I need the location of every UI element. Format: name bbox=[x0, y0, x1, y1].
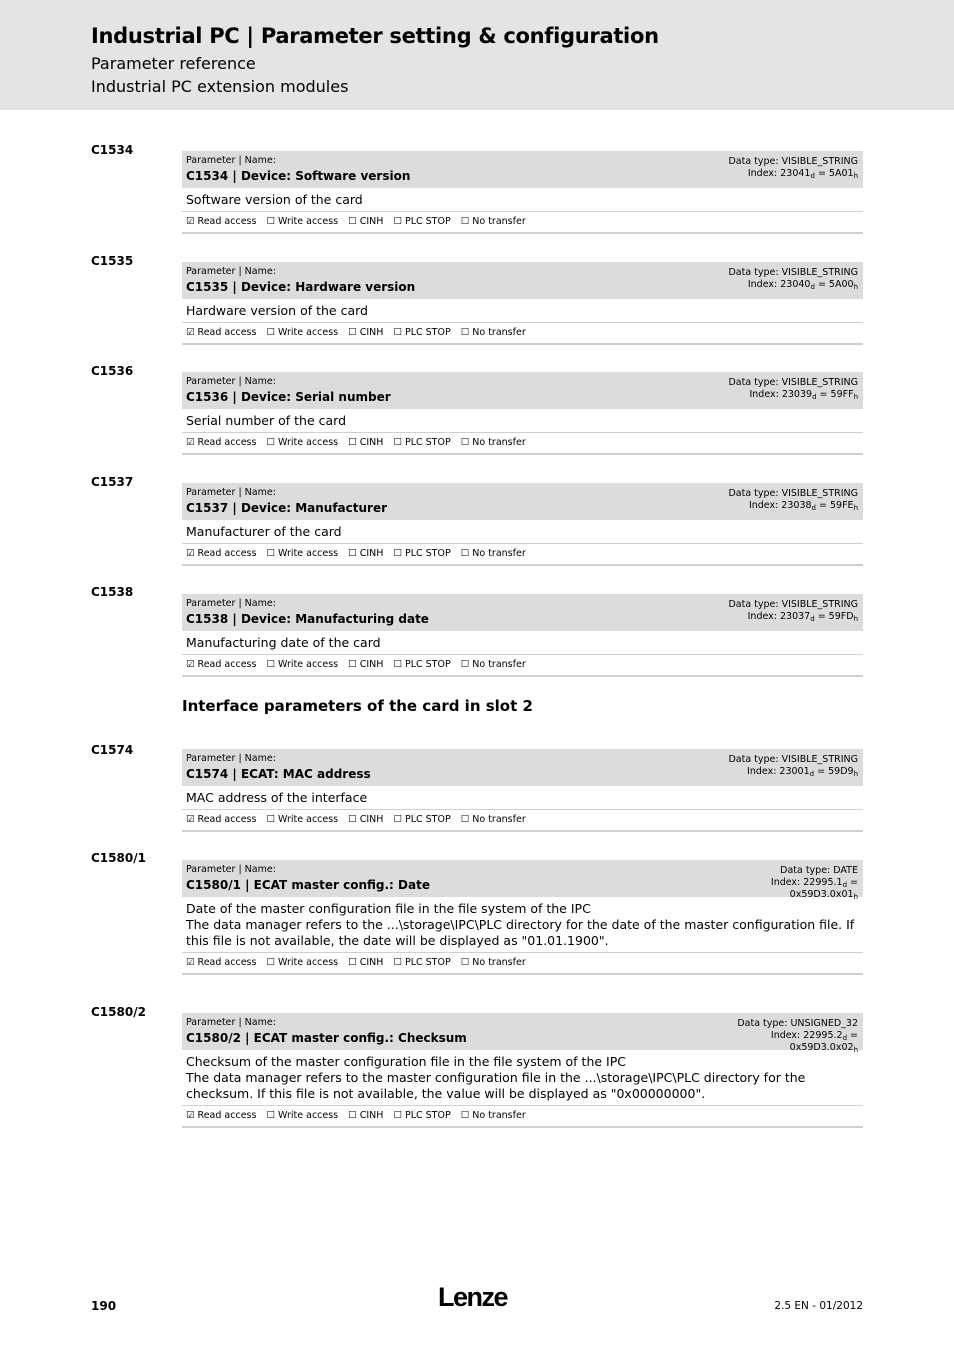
parameter-name-label: Parameter | Name: bbox=[186, 487, 276, 498]
parameter-name-label: Parameter | Name: bbox=[186, 1017, 276, 1028]
index-hex: = 59D9 bbox=[814, 766, 854, 777]
parameter-name-label: Parameter | Name: bbox=[186, 376, 276, 387]
parameter-description-box bbox=[182, 786, 863, 810]
plc-stop-flag: ☐ PLC STOP bbox=[393, 957, 451, 968]
plc-stop-flag: ☐ PLC STOP bbox=[393, 659, 451, 670]
read-access-flag: ☑ Read access bbox=[186, 437, 257, 448]
parameter-block bbox=[182, 1013, 863, 1128]
datatype-text: Data type: DATE bbox=[780, 865, 858, 876]
index-text bbox=[718, 1030, 858, 1054]
plc-stop-flag: ☐ PLC STOP bbox=[393, 548, 451, 559]
decimal-subscript: d bbox=[809, 770, 815, 778]
cinh-flag: ☐ CINH bbox=[348, 1110, 384, 1121]
index-decimal: Index: 23039 bbox=[749, 389, 813, 400]
section-heading: Interface parameters of the card in slot 2 bbox=[182, 697, 533, 715]
datatype-text: Data type: UNSIGNED_32 bbox=[737, 1018, 858, 1029]
datatype-text: Data type: VISIBLE_STRING bbox=[728, 488, 858, 499]
plc-stop-flag: ☐ PLC STOP bbox=[393, 814, 451, 825]
parameter-description: Date of the master configuration file in the file system of the IPC bbox=[186, 901, 591, 916]
parameter-header bbox=[182, 860, 863, 901]
datatype-text: Data type: VISIBLE_STRING bbox=[728, 377, 858, 388]
datatype-text: Data type: VISIBLE_STRING bbox=[728, 754, 858, 765]
parameter-block bbox=[182, 594, 863, 677]
cinh-flag: ☐ CINH bbox=[348, 216, 384, 227]
hex-subscript: h bbox=[853, 1046, 858, 1054]
parameter-header bbox=[182, 594, 863, 631]
parameter-datatype bbox=[718, 1018, 858, 1054]
hex-subscript: h bbox=[853, 393, 858, 401]
lenze-logo: Lenze bbox=[438, 1282, 508, 1312]
document-version: 2.5 EN - 01/2012 bbox=[774, 1300, 863, 1312]
index-decimal: Index: 23038 bbox=[748, 500, 812, 511]
access-flags bbox=[182, 810, 863, 832]
parameter-name: C1535 | Device: Hardware version bbox=[186, 280, 416, 294]
write-access-flag: ☐ Write access bbox=[266, 1110, 339, 1121]
no-transfer-flag: ☐ No transfer bbox=[460, 327, 526, 338]
hex-subscript: h bbox=[853, 615, 858, 623]
hex-subscript: h bbox=[853, 283, 858, 291]
parameter-code-label: C1535 bbox=[91, 254, 134, 268]
write-access-flag: ☐ Write access bbox=[266, 814, 339, 825]
index-hex: = 59FE bbox=[816, 500, 854, 511]
parameter-header bbox=[182, 151, 863, 188]
parameter-description: Manufacturer of the card bbox=[186, 524, 342, 539]
write-access-flag: ☐ Write access bbox=[266, 437, 339, 448]
parameter-code-label: C1580/2 bbox=[91, 1005, 146, 1019]
decimal-subscript: d bbox=[810, 283, 815, 291]
write-access-flag: ☐ Write access bbox=[266, 216, 339, 227]
parameter-description-box bbox=[182, 299, 863, 323]
read-access-flag: ☑ Read access bbox=[186, 216, 257, 227]
index-text bbox=[728, 168, 858, 180]
read-access-flag: ☑ Read access bbox=[186, 327, 257, 338]
parameter-description: Serial number of the card bbox=[186, 413, 346, 428]
parameter-code-label: C1534 bbox=[91, 143, 134, 157]
parameter-name: C1580/1 | ECAT master config.: Date bbox=[186, 878, 430, 892]
plc-stop-flag: ☐ PLC STOP bbox=[393, 1110, 451, 1121]
cinh-flag: ☐ CINH bbox=[348, 327, 384, 338]
access-flags bbox=[182, 323, 863, 345]
access-flags bbox=[182, 544, 863, 566]
decimal-subscript: d bbox=[811, 504, 816, 512]
read-access-flag: ☑ Read access bbox=[186, 548, 257, 559]
datatype-text: Data type: VISIBLE_STRING bbox=[728, 156, 858, 167]
page-subtitle-2: Industrial PC extension modules bbox=[91, 77, 349, 96]
decimal-subscript: d bbox=[810, 172, 815, 180]
access-flags bbox=[182, 212, 863, 234]
parameter-description-box bbox=[182, 631, 863, 655]
read-access-flag: ☑ Read access bbox=[186, 659, 257, 670]
index-text bbox=[728, 389, 858, 401]
access-flags bbox=[182, 1106, 863, 1128]
index-decimal: Index: 23040 bbox=[747, 279, 811, 290]
parameter-code-label: C1538 bbox=[91, 585, 134, 599]
parameter-description-box bbox=[182, 1050, 863, 1106]
index-hex: = 59FF bbox=[816, 389, 854, 400]
parameter-datatype bbox=[728, 599, 858, 623]
access-flags bbox=[182, 953, 863, 975]
read-access-flag: ☑ Read access bbox=[186, 1110, 257, 1121]
parameter-name-label: Parameter | Name: bbox=[186, 266, 276, 277]
parameter-code-label: C1536 bbox=[91, 364, 134, 378]
parameter-block bbox=[182, 483, 863, 566]
page-title: Industrial PC | Parameter setting & configuration bbox=[91, 24, 659, 48]
parameter-name: C1580/2 | ECAT master config.: Checksum bbox=[186, 1031, 467, 1045]
index-text bbox=[718, 877, 858, 901]
cinh-flag: ☐ CINH bbox=[348, 548, 384, 559]
index-hex: = 0x59D3.0x02 bbox=[789, 1030, 858, 1053]
no-transfer-flag: ☐ No transfer bbox=[460, 659, 526, 670]
parameter-datatype bbox=[728, 156, 858, 180]
no-transfer-flag: ☐ No transfer bbox=[460, 548, 526, 559]
parameter-block bbox=[182, 151, 863, 234]
no-transfer-flag: ☐ No transfer bbox=[460, 1110, 526, 1121]
access-flags bbox=[182, 433, 863, 455]
parameter-description: Checksum of the master configuration file in the file system of the IPC bbox=[186, 1054, 626, 1069]
parameter-header bbox=[182, 262, 863, 299]
plc-stop-flag: ☐ PLC STOP bbox=[393, 216, 451, 227]
parameter-name: C1537 | Device: Manufacturer bbox=[186, 501, 388, 515]
write-access-flag: ☐ Write access bbox=[266, 957, 339, 968]
page-header bbox=[0, 0, 954, 110]
decimal-subscript: d bbox=[842, 881, 848, 889]
parameter-code-label: C1574 bbox=[91, 743, 134, 757]
parameter-name-label: Parameter | Name: bbox=[186, 598, 276, 609]
cinh-flag: ☐ CINH bbox=[348, 957, 384, 968]
cinh-flag: ☐ CINH bbox=[348, 814, 384, 825]
parameter-name: C1534 | Device: Software version bbox=[186, 169, 411, 183]
datatype-text: Data type: VISIBLE_STRING bbox=[728, 599, 858, 610]
parameter-name-label: Parameter | Name: bbox=[186, 864, 276, 875]
parameter-description: MAC address of the interface bbox=[186, 790, 368, 805]
index-hex: = 5A01 bbox=[814, 168, 854, 179]
datatype-text: Data type: VISIBLE_STRING bbox=[728, 267, 858, 278]
index-text bbox=[728, 611, 858, 623]
parameter-description-box bbox=[182, 188, 863, 212]
parameter-header bbox=[182, 1013, 863, 1054]
parameter-name: C1574 | ECAT: MAC address bbox=[186, 767, 371, 781]
parameter-header bbox=[182, 372, 863, 409]
plc-stop-flag: ☐ PLC STOP bbox=[393, 327, 451, 338]
index-text bbox=[728, 279, 858, 291]
parameter-datatype bbox=[718, 865, 858, 901]
parameter-description: Software version of the card bbox=[186, 192, 363, 207]
read-access-flag: ☑ Read access bbox=[186, 814, 257, 825]
cinh-flag: ☐ CINH bbox=[348, 659, 384, 670]
index-decimal: Index: 22995.1 bbox=[770, 877, 843, 888]
read-access-flag: ☑ Read access bbox=[186, 957, 257, 968]
parameter-code-label: C1537 bbox=[91, 475, 134, 489]
index-text bbox=[728, 766, 858, 778]
page-subtitle: Parameter reference bbox=[91, 54, 256, 73]
parameter-header bbox=[182, 483, 863, 520]
parameter-header bbox=[182, 749, 863, 786]
index-decimal: Index: 23041 bbox=[747, 168, 811, 179]
plc-stop-flag: ☐ PLC STOP bbox=[393, 437, 451, 448]
page-number: 190 bbox=[91, 1299, 117, 1313]
access-flags bbox=[182, 655, 863, 677]
hex-subscript: h bbox=[853, 893, 858, 901]
parameter-code-label: C1580/1 bbox=[91, 851, 146, 865]
decimal-subscript: d bbox=[810, 615, 815, 623]
hex-subscript: h bbox=[853, 504, 858, 512]
parameter-description: Hardware version of the card bbox=[186, 303, 368, 318]
no-transfer-flag: ☐ No transfer bbox=[460, 814, 526, 825]
parameter-description-box bbox=[182, 409, 863, 433]
parameter-name-label: Parameter | Name: bbox=[186, 753, 276, 764]
parameter-name: C1538 | Device: Manufacturing date bbox=[186, 612, 429, 626]
index-decimal: Index: 22995.2 bbox=[770, 1030, 843, 1041]
index-decimal: Index: 23037 bbox=[747, 611, 811, 622]
no-transfer-flag: ☐ No transfer bbox=[460, 216, 526, 227]
hex-subscript: h bbox=[853, 770, 858, 778]
write-access-flag: ☐ Write access bbox=[266, 327, 339, 338]
hex-subscript: h bbox=[853, 172, 858, 180]
index-text bbox=[728, 500, 858, 512]
write-access-flag: ☐ Write access bbox=[266, 548, 339, 559]
index-hex: = 0x59D3.0x01 bbox=[789, 877, 858, 900]
parameter-description: Manufacturing date of the card bbox=[186, 635, 381, 650]
decimal-subscript: d bbox=[842, 1034, 848, 1042]
parameter-description: The data manager refers to the master configuration file in the ...\storage\IPC\PLC directory for the checksum. If this file is not available, the value will be displayed as "0x00000000". bbox=[186, 1070, 806, 1101]
parameter-datatype bbox=[728, 267, 858, 291]
parameter-block bbox=[182, 749, 863, 832]
parameter-datatype bbox=[728, 754, 858, 778]
cinh-flag: ☐ CINH bbox=[348, 437, 384, 448]
write-access-flag: ☐ Write access bbox=[266, 659, 339, 670]
decimal-subscript: d bbox=[812, 393, 817, 401]
parameter-block bbox=[182, 262, 863, 345]
parameter-name-label: Parameter | Name: bbox=[186, 155, 276, 166]
parameter-block bbox=[182, 860, 863, 975]
index-decimal: Index: 23001 bbox=[747, 766, 810, 777]
parameter-datatype bbox=[728, 488, 858, 512]
index-hex: = 5A00 bbox=[814, 279, 854, 290]
no-transfer-flag: ☐ No transfer bbox=[460, 957, 526, 968]
parameter-description: The data manager refers to the ...\storage\IPC\PLC directory for the date of the master configuration file. If this file is not available, the date will be displayed as "01.01.1900". bbox=[186, 917, 855, 948]
index-hex: = 59FD bbox=[814, 611, 854, 622]
parameter-block bbox=[182, 372, 863, 455]
parameter-description-box bbox=[182, 520, 863, 544]
parameter-datatype bbox=[728, 377, 858, 401]
no-transfer-flag: ☐ No transfer bbox=[460, 437, 526, 448]
parameter-name: C1536 | Device: Serial number bbox=[186, 390, 391, 404]
parameter-description-box bbox=[182, 897, 863, 953]
